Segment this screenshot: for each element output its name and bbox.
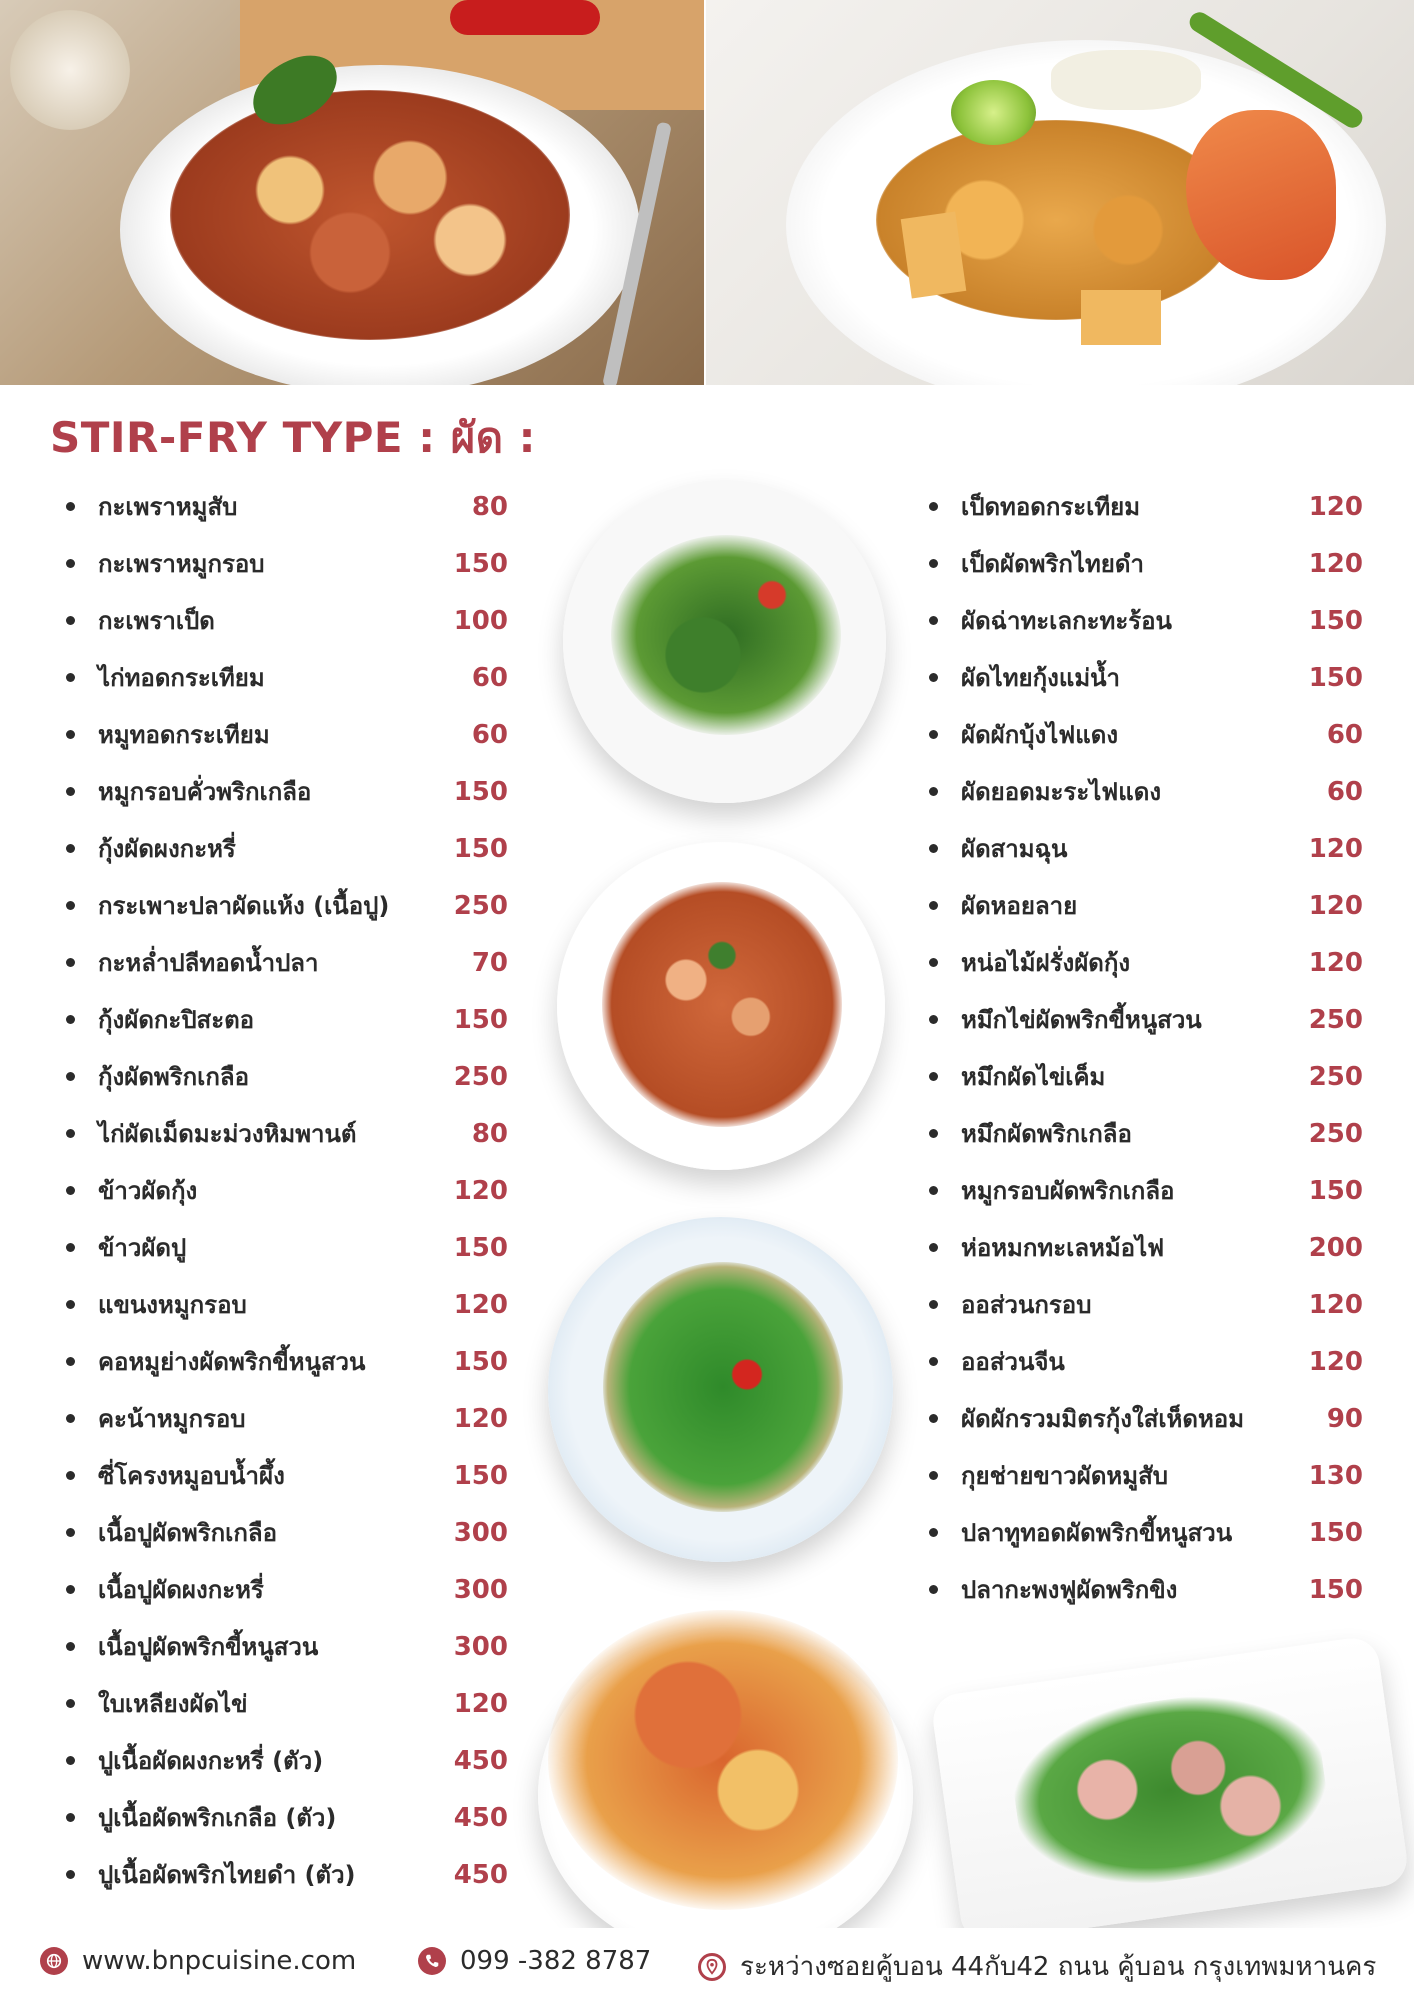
menu-item	[925, 820, 1363, 877]
menu-item-price: 300	[453, 1574, 508, 1605]
menu-item-price: 250	[1308, 1061, 1363, 1092]
bullet-icon	[66, 1870, 75, 1879]
bullet-icon	[66, 1129, 75, 1138]
menu-item	[925, 1162, 1363, 1219]
menu-item	[62, 1048, 508, 1105]
menu-item-price: 120	[1308, 1289, 1363, 1320]
menu-item-name: แขนงหมูกรอบ	[98, 1291, 247, 1319]
menu-item-name: ห่อหมกทะเลหม้อไฟ	[961, 1234, 1165, 1262]
bullet-icon	[929, 844, 938, 853]
menu-item-price: 150	[453, 1460, 508, 1491]
footer-phone[interactable]	[418, 1946, 651, 1976]
menu-item-price: 300	[453, 1631, 508, 1662]
menu-item	[62, 1162, 508, 1219]
menu-item	[62, 1846, 508, 1903]
menu-item-price: 60	[1326, 719, 1363, 750]
menu-item-price: 450	[453, 1745, 508, 1776]
phone-icon	[418, 1947, 446, 1975]
website-text: www.bnpcuisine.com	[82, 1946, 357, 1976]
menu-item-price: 450	[453, 1802, 508, 1833]
menu-item-price: 60	[471, 719, 508, 750]
bullet-icon	[929, 1072, 938, 1081]
menu-item-name: กุ้งผัดกะปิสะตอ	[98, 1006, 255, 1034]
menu-item-name: ผัดผักบุ้งไฟแดง	[961, 721, 1119, 749]
menu-item-name: ไก่ผัดเม็ดมะม่วงหิมพานต์	[98, 1120, 357, 1148]
menu-item-price: 120	[1308, 947, 1363, 978]
menu-item-name: หมูทอดกระเทียม	[98, 721, 270, 749]
bullet-icon	[66, 844, 75, 853]
menu-item-name: ไก่ทอดกระเทียม	[98, 664, 265, 692]
menu-item	[925, 1561, 1363, 1618]
bullet-icon	[929, 1186, 938, 1195]
menu-item-name: เนื้อปูผัดผงกะหรี่	[98, 1576, 264, 1604]
menu-item	[925, 1447, 1363, 1504]
menu-item-price: 150	[453, 1346, 508, 1377]
page-title: STIR-FRY TYPE : ผัด :	[50, 413, 536, 462]
menu-item	[62, 706, 508, 763]
menu-item-price: 60	[471, 662, 508, 693]
menu-item	[62, 1276, 508, 1333]
bullet-icon	[929, 616, 938, 625]
footer	[0, 1928, 1414, 2000]
menu-item-price: 120	[453, 1289, 508, 1320]
bullet-icon	[66, 1186, 75, 1195]
location-pin-icon	[698, 1953, 726, 1981]
menu-item	[925, 478, 1363, 535]
menu-item-name: ปูเนื้อผัดผงกะหรี่ (ตัว)	[98, 1747, 324, 1775]
menu-item-name: ซี่โครงหมูอบน้ำผึ้ง	[98, 1462, 285, 1490]
bullet-icon	[929, 1015, 938, 1024]
menu-item-price: 120	[1308, 833, 1363, 864]
menu-item-name: เป็ดผัดพริกไทยดำ	[961, 550, 1144, 578]
menu-item	[62, 763, 508, 820]
globe-icon	[40, 1947, 68, 1975]
menu-item-name: คะน้าหมูกรอบ	[98, 1405, 246, 1433]
menu-item-name: เนื้อปูผัดพริกเกลือ	[98, 1519, 278, 1547]
menu-item	[62, 1789, 508, 1846]
menu-item-name: ออส่วนจีน	[961, 1348, 1065, 1376]
menu-item-name: กะเพราเป็ด	[98, 607, 215, 635]
bullet-icon	[66, 559, 75, 568]
menu-item-price: 150	[453, 833, 508, 864]
bullet-icon	[66, 1699, 75, 1708]
menu-item-name: หมูกรอบผัดพริกเกลือ	[961, 1177, 1175, 1205]
menu-item-name: ใบเหลียงผัดไข่	[98, 1690, 248, 1718]
menu-item	[62, 1618, 508, 1675]
menu-item-price: 150	[453, 1004, 508, 1035]
bullet-icon	[66, 1756, 75, 1765]
menu-item-name: หมูกรอบคั่วพริกเกลือ	[98, 778, 312, 806]
menu-item-price: 80	[471, 491, 508, 522]
menu-item-name: กะหล่ำปลีทอดน้ำปลา	[98, 949, 319, 977]
menu-item-name: ผัดสามฉุน	[961, 835, 1068, 863]
bullet-icon	[66, 1015, 75, 1024]
bullet-icon	[66, 1585, 75, 1594]
pad-thai-photo	[706, 0, 1414, 385]
menu-item	[62, 1333, 508, 1390]
menu-item	[62, 820, 508, 877]
menu-item-price: 150	[1308, 1574, 1363, 1605]
menu-item-price: 250	[1308, 1004, 1363, 1035]
bullet-icon	[66, 1471, 75, 1480]
menu-item-name: ข้าวผัดกุ้ง	[98, 1177, 198, 1205]
menu-item	[62, 1219, 508, 1276]
bullet-icon	[66, 1072, 75, 1081]
menu-item-price: 120	[1308, 548, 1363, 579]
menu-column-right	[925, 478, 1363, 1618]
menu-item	[925, 1333, 1363, 1390]
address-text: ระหว่างซอยคู้บอน 44กับ42 ถนน คู้บอน กรุงเทพมหานคร	[740, 1952, 1377, 1982]
menu-item	[925, 934, 1363, 991]
menu-item-price: 90	[1326, 1403, 1363, 1434]
bullet-icon	[66, 1813, 75, 1822]
menu-item-price: 150	[1308, 605, 1363, 636]
menu-item	[62, 478, 508, 535]
bullet-icon	[66, 1243, 75, 1252]
bullet-icon	[929, 787, 938, 796]
menu-item-name: หมึกผัดไข่เค็ม	[961, 1063, 1106, 1091]
bullet-icon	[66, 730, 75, 739]
bullet-icon	[66, 1414, 75, 1423]
menu-item-name: กุยช่ายขาวผัดหมูสับ	[961, 1462, 1168, 1490]
menu-item-name: ผัดผักรวมมิตรกุ้งใส่เห็ดหอม	[961, 1405, 1245, 1433]
menu-item-price: 70	[471, 947, 508, 978]
menu-item-price: 300	[453, 1517, 508, 1548]
menu-item-name: ปลากะพงฟูผัดพริกขิง	[961, 1576, 1178, 1604]
menu-item-name: ผัดไทยกุ้งแม่น้ำ	[961, 664, 1121, 692]
menu-item	[62, 1561, 508, 1618]
menu-item-name: คอหมูย่างผัดพริกขี้หนูสวน	[98, 1348, 366, 1376]
bullet-icon	[929, 730, 938, 739]
menu-item-price: 450	[453, 1859, 508, 1890]
crab-curry-dish-image	[538, 1630, 913, 1960]
morning-glory-dish-image	[563, 480, 886, 803]
menu-item-name: เป็ดทอดกระเทียม	[961, 493, 1141, 521]
menu-item	[62, 934, 508, 991]
menu-item-name: กระเพาะปลาผัดแห้ง (เนื้อปู)	[98, 892, 390, 920]
bullet-icon	[66, 958, 75, 967]
menu-item-name: กุ้งผัดผงกะหรี่	[98, 835, 236, 863]
menu-item-name: หมึกไข่ผัดพริกขี้หนูสวน	[961, 1006, 1202, 1034]
menu-item	[62, 535, 508, 592]
menu-item-name: ออส่วนกรอบ	[961, 1291, 1092, 1319]
bullet-icon	[66, 1642, 75, 1651]
footer-website[interactable]	[40, 1946, 356, 1976]
menu-item-price: 250	[453, 890, 508, 921]
menu-item	[62, 1675, 508, 1732]
menu-item-name: ปูเนื้อผัดพริกเกลือ (ตัว)	[98, 1804, 337, 1832]
bullet-icon	[929, 559, 938, 568]
menu-item-price: 150	[1308, 1175, 1363, 1206]
bullet-icon	[66, 673, 75, 682]
footer-address[interactable]	[698, 1946, 1376, 1987]
bullet-icon	[929, 1357, 938, 1366]
menu-item	[925, 1105, 1363, 1162]
bullet-icon	[66, 1528, 75, 1537]
menu-item-price: 120	[1308, 890, 1363, 921]
photo-banner	[0, 0, 1414, 385]
menu-item-price: 120	[1308, 491, 1363, 522]
menu-item	[62, 1390, 508, 1447]
bullet-icon	[929, 673, 938, 682]
bullet-icon	[66, 1300, 75, 1309]
menu-item-name: ปูเนื้อผัดพริกไทยดำ (ตัว)	[98, 1861, 356, 1889]
menu-item-price: 150	[1308, 1517, 1363, 1548]
crispy-pork-kale-dish-image	[930, 1635, 1410, 1945]
clams-dish-image	[557, 842, 885, 1170]
menu-item	[62, 991, 508, 1048]
menu-item-price: 200	[1308, 1232, 1363, 1263]
menu-item	[62, 1732, 508, 1789]
bullet-icon	[66, 787, 75, 796]
menu-item-price: 250	[453, 1061, 508, 1092]
bullet-icon	[66, 502, 75, 511]
menu-item-name: เนื้อปูผัดพริกขี้หนูสวน	[98, 1633, 319, 1661]
menu-item-price: 250	[1308, 1118, 1363, 1149]
menu-item-name: ผัดฉ่าทะเลกะทะร้อน	[961, 607, 1172, 635]
menu-item	[925, 991, 1363, 1048]
menu-item	[925, 1048, 1363, 1105]
menu-item	[62, 592, 508, 649]
menu-item-price: 80	[471, 1118, 508, 1149]
menu-item	[62, 649, 508, 706]
menu-item-price: 130	[1308, 1460, 1363, 1491]
menu-item-price: 120	[453, 1688, 508, 1719]
menu-item	[925, 649, 1363, 706]
menu-item-name: ผัดยอดมะระไฟแดง	[961, 778, 1162, 806]
menu-item-price: 100	[453, 605, 508, 636]
bullet-icon	[929, 1585, 938, 1594]
menu-item-price: 150	[453, 548, 508, 579]
clams-stir-fry-photo	[0, 0, 704, 385]
menu-item-price: 60	[1326, 776, 1363, 807]
menu-item	[925, 877, 1363, 934]
menu-item	[925, 1390, 1363, 1447]
menu-item-name: กุ้งผัดพริกเกลือ	[98, 1063, 249, 1091]
bullet-icon	[929, 1300, 938, 1309]
menu-item	[925, 535, 1363, 592]
bullet-icon	[929, 1528, 938, 1537]
bullet-icon	[66, 1357, 75, 1366]
menu-item-name: หมึกผัดพริกเกลือ	[961, 1120, 1132, 1148]
menu-item-name: กะเพราหมูสับ	[98, 493, 238, 521]
menu-item	[925, 1276, 1363, 1333]
menu-item	[925, 763, 1363, 820]
bullet-icon	[929, 1414, 938, 1423]
menu-item-name: กะเพราหมูกรอบ	[98, 550, 265, 578]
phone-text: 099 -382 8787	[460, 1946, 652, 1976]
menu-item	[62, 877, 508, 934]
bullet-icon	[929, 1129, 938, 1138]
menu-item	[62, 1105, 508, 1162]
menu-item	[62, 1447, 508, 1504]
bullet-icon	[929, 1471, 938, 1480]
bullet-icon	[929, 958, 938, 967]
menu-item-name: ผัดหอยลาย	[961, 892, 1078, 920]
menu-column-left	[62, 478, 508, 1903]
menu-item	[62, 1504, 508, 1561]
menu-item	[925, 1504, 1363, 1561]
bullet-icon	[929, 901, 938, 910]
menu-item-price: 150	[453, 776, 508, 807]
menu-item-price: 150	[453, 1232, 508, 1263]
menu-item-name: ปลาทูทอดผัดพริกขี้หนูสวน	[961, 1519, 1233, 1547]
morning-glory-red-chili-dish-image	[548, 1217, 893, 1562]
bullet-icon	[66, 901, 75, 910]
bullet-icon	[929, 1243, 938, 1252]
menu-item-price: 120	[1308, 1346, 1363, 1377]
menu-item	[925, 706, 1363, 763]
menu-item-name: ข้าวผัดปู	[98, 1234, 187, 1262]
menu-item	[925, 1219, 1363, 1276]
menu-item-name: หน่อไม้ฝรั่งผัดกุ้ง	[961, 949, 1131, 977]
menu-item-price: 120	[453, 1175, 508, 1206]
menu-item-price: 120	[453, 1403, 508, 1434]
menu-item	[925, 592, 1363, 649]
bullet-icon	[66, 616, 75, 625]
bullet-icon	[929, 502, 938, 511]
menu-item-price: 150	[1308, 662, 1363, 693]
